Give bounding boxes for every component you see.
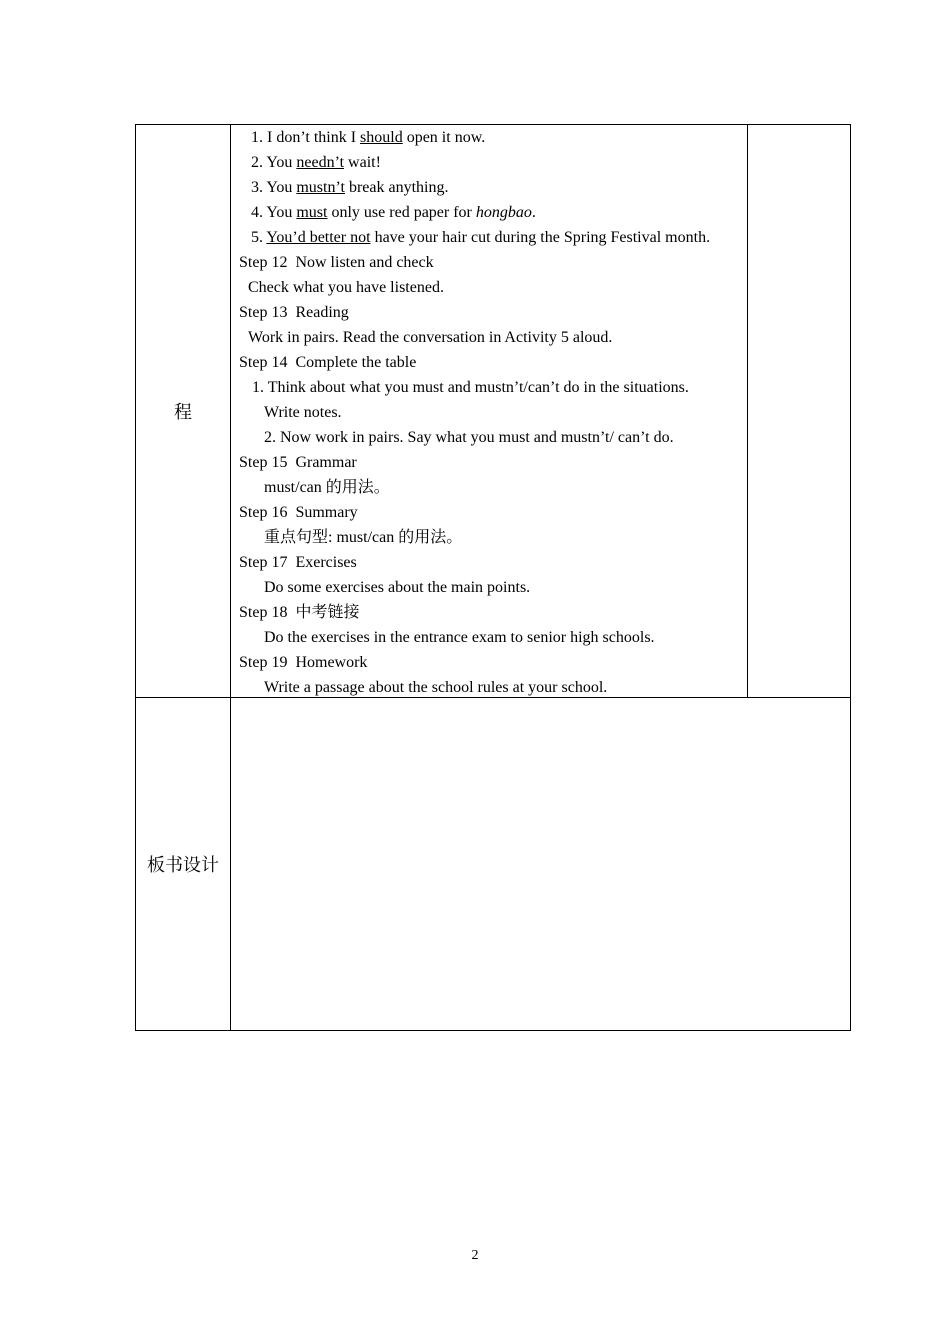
step-13-text: Work in pairs. Read the conversation in Activity 5 aloud.: [248, 329, 613, 346]
table-row-board-design: [135, 698, 851, 1031]
notes-cell: [748, 125, 850, 697]
step-17-heading: Step 17 Exercises: [239, 554, 357, 571]
example-sentence-1: 1. I don’t think I should open it now.: [251, 129, 486, 146]
step-15-heading: Step 15 Grammar: [239, 454, 357, 471]
step-18-text: Do the exercises in the entrance exam to senior high schools.: [264, 629, 655, 646]
process-content-cell: [231, 125, 748, 697]
step-14-text-3: 2. Now work in pairs. Say what you must and mustn’t/ can’t do.: [264, 429, 674, 446]
example-sentence-3: 3. You mustn’t break anything.: [251, 179, 449, 196]
example-sentence-5: 5. You’d better not have your hair cut during the Spring Festival month.: [251, 229, 711, 246]
step-15-text: must/can 的用法。: [264, 479, 390, 496]
step-12-text: Check what you have listened.: [248, 279, 444, 296]
step-19-heading: Step 19 Homework: [239, 654, 368, 671]
step-13-heading: Step 13 Reading: [239, 304, 349, 321]
step-18-heading: Step 18 中考链接: [239, 604, 360, 621]
page-number: 2: [471, 1248, 479, 1263]
table-row-process: [135, 124, 851, 698]
step-17-text: Do some exercises about the main points.: [264, 579, 531, 596]
step-14-text-1: 1. Think about what you must and mustn’t/can’t do in the situations.: [252, 379, 689, 396]
step-16-heading: Step 16 Summary: [239, 504, 358, 521]
step-14-heading: Step 14 Complete the table: [239, 354, 417, 371]
step-14-text-2: Write notes.: [264, 404, 342, 421]
step-16-text: 重点句型: must/can 的用法。: [264, 529, 463, 546]
example-sentence-4: 4. You must only use red paper for hongbao.: [251, 204, 536, 221]
board-design-cell: [231, 698, 851, 1030]
row-label-board-design: 板书设计: [136, 698, 231, 1030]
row-label-process: 程: [136, 125, 231, 697]
step-19-text: Write a passage about the school rules at your school.: [264, 679, 608, 696]
lesson-plan-table: [135, 124, 851, 1031]
example-sentence-2: 2. You needn’t wait!: [251, 154, 381, 171]
step-12-heading: Step 12 Now listen and check: [239, 254, 434, 271]
